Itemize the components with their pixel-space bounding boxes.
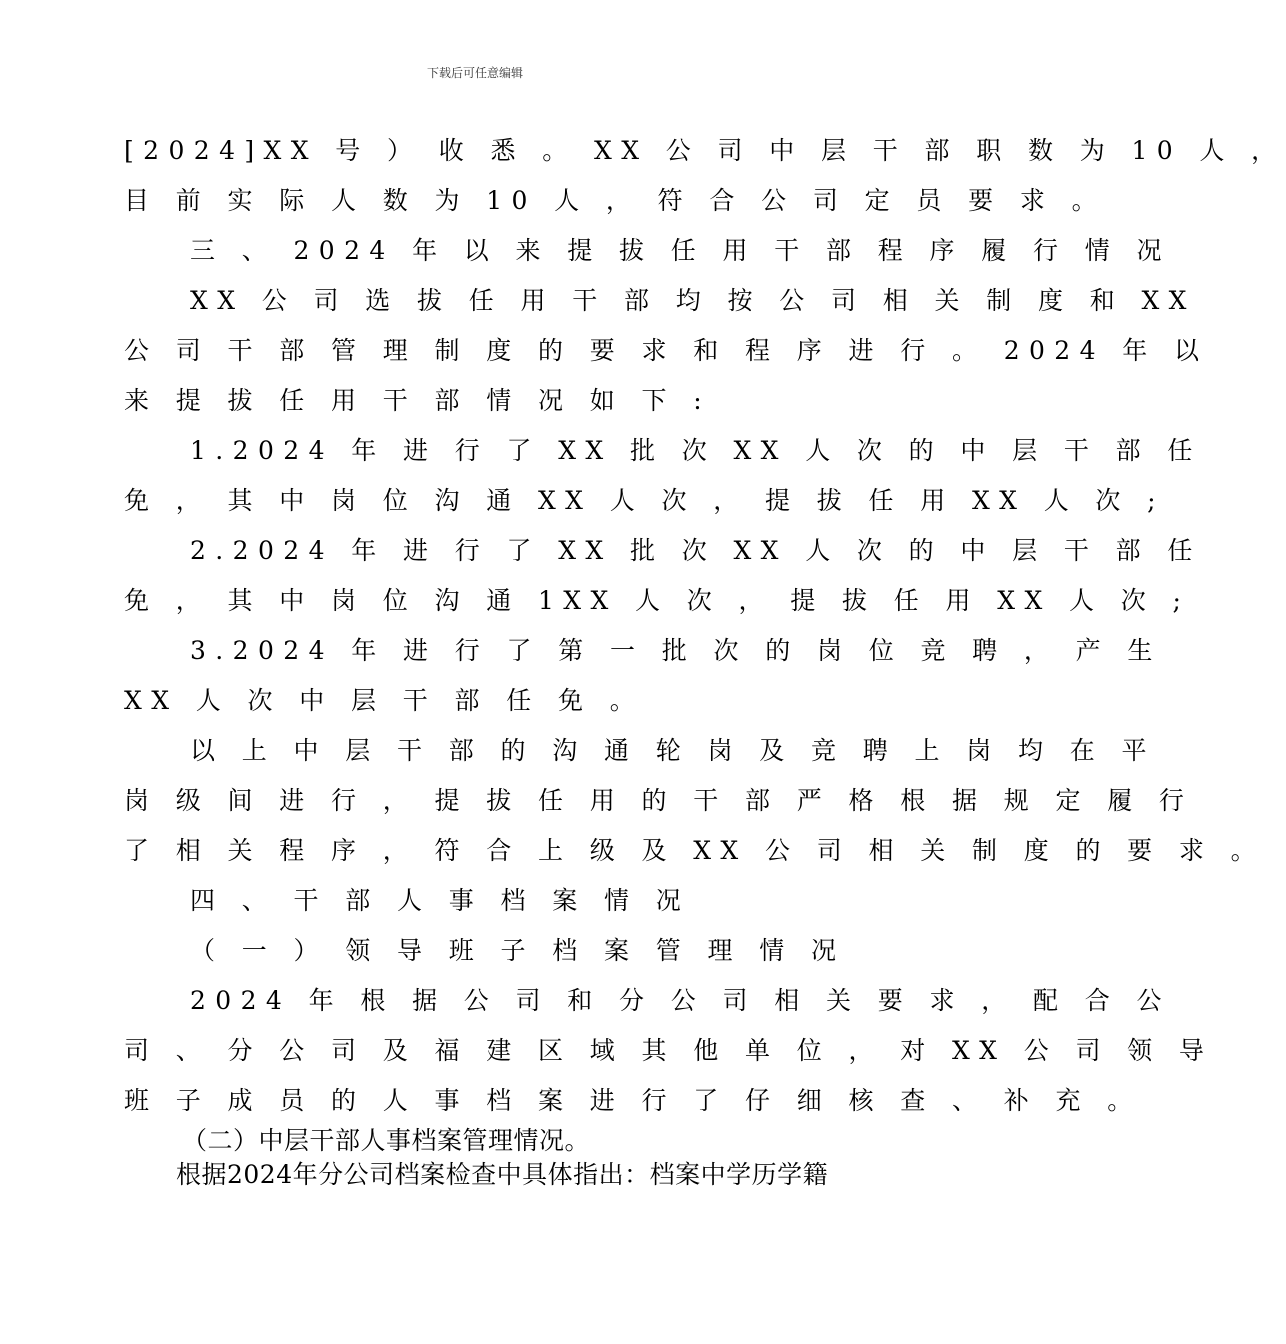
text-line-5: 公 司 干 部 管 理 制 度 的 要 求 和 程 序 进 行 。 2024 年 以 — [124, 336, 1209, 365]
subsection-heading-1: （ 一 ） 领 导 班 子 档 案 管 理 情 况 — [190, 936, 846, 965]
section-heading-3: 三 、 2024 年 以 来 提 拔 任 用 干 部 程 序 履 行 情 况 — [190, 236, 1171, 265]
list-item-2-line-1: 2.2024 年 进 行 了 XX 批 次 XX 人 次 的 中 层 干 部 任 — [190, 536, 1202, 565]
text-line-15: 了 相 关 程 序 ， 符 合 上 级 及 XX 公 司 相 关 制 度 的 要 求 。 — [124, 836, 1266, 865]
list-item-1-line-1: 1.2024 年 进 行 了 XX 批 次 XX 人 次 的 中 层 干 部 任 — [190, 436, 1202, 465]
text-line-4: XX 公 司 选 拔 任 用 干 部 均 按 公 司 相 关 制 度 和 XX — [190, 286, 1196, 315]
list-item-2-line-2: 免 ， 其 中 岗 位 沟 通 1XX 人 次 ， 提 拔 任 用 XX 人 次 ; — [124, 586, 1191, 615]
text-line-19: 司 、 分 公 司 及 福 建 区 域 其 他 单 位 ， 对 XX 公 司 领 导 — [124, 1036, 1214, 1065]
list-item-3-line-1: 3.2024 年 进 行 了 第 一 批 次 的 岗 位 竞 聘 ， 产 生 — [190, 636, 1162, 665]
subsection-heading-2: （二）中层干部人事档案管理情况。 — [182, 1126, 591, 1155]
page-header: 下载后可任意编辑 — [426, 66, 523, 80]
text-line-6: 来 提 拔 任 用 干 部 情 况 如 下 : — [124, 386, 712, 415]
list-item-3-line-2: XX 人 次 中 层 干 部 任 免 。 — [124, 686, 645, 715]
text-line-14: 岗 级 间 进 行 ， 提 拔 任 用 的 干 部 严 格 根 据 规 定 履 行 — [124, 786, 1194, 815]
text-line-2: 目 前 实 际 人 数 为 10 人 ， 符 合 公 司 定 员 要 求 。 — [124, 186, 1107, 215]
text-line-20: 班 子 成 员 的 人 事 档 案 进 行 了 仔 细 核 查 、 补 充 。 — [124, 1086, 1142, 1115]
list-item-1-line-2: 免 ， 其 中 岗 位 沟 通 XX 人 次 ， 提 拔 任 用 XX 人 次 ; — [124, 486, 1166, 515]
text-line-13: 以 上 中 层 干 部 的 沟 通 轮 岗 及 竞 聘 上 岗 均 在 平 — [190, 736, 1156, 765]
text-line-18: 2024 年 根 据 公 司 和 分 公 司 相 关 要 求 ， 配 合 公 — [190, 986, 1171, 1015]
text-line-22: 根据2024年分公司档案检查中具体指出：档案中学历学籍 — [176, 1160, 829, 1189]
text-line-1: [2024]XX 号 ） 收 悉 。 XX 公 司 中 层 干 部 职 数 为 10 人 ， — [124, 136, 1286, 165]
section-heading-4: 四 、 干 部 人 事 档 案 情 况 — [190, 886, 691, 915]
